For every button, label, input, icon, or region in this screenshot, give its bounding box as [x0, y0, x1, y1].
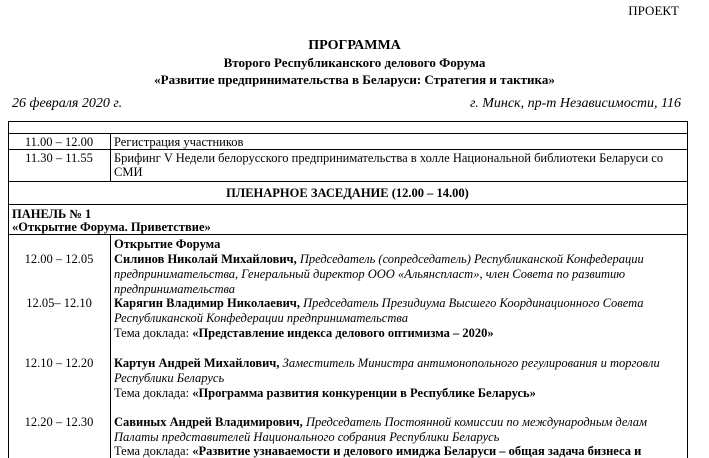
speaker-entry — [114, 252, 644, 266]
panel-subtitle: «Открытие Форума. Приветствие» — [12, 220, 211, 234]
program-title: ПРОГРАММА — [308, 38, 401, 53]
speaker-name: Картун Андрей Михайлович, — [114, 356, 280, 370]
schedule-time: 11.30 – 11.55 — [25, 151, 93, 165]
program-table — [8, 121, 687, 458]
speaker-entry — [114, 356, 660, 370]
table-rule — [8, 204, 687, 205]
topic-title: «Развитие узнаваемости и делового имиджа Беларуси – общая задача бизнеса и — [192, 444, 642, 458]
plenary-heading: ПЛЕНАРНОЕ ЗАСЕДАНИЕ (12.00 – 14.00) — [226, 186, 469, 200]
topic-label: Тема доклада: — [114, 326, 190, 340]
speaker-role: Председатель Постоянной комиссии по международным делам — [305, 415, 647, 429]
schedule-item: СМИ — [114, 165, 143, 179]
forum-theme: «Развитие предпринимательства в Беларуси: Стратегия и тактика» — [154, 72, 555, 87]
table-rule — [8, 121, 687, 122]
topic-title: «Представление индекса делового оптимизма – 2020» — [192, 326, 494, 340]
speaker-entry — [114, 296, 644, 310]
speaker-name: Савиных Андрей Владимирович, — [114, 415, 303, 429]
speaker-role: Республики Беларусь — [114, 371, 225, 385]
speaker-role: предпринимательства, Генеральный директор ООО «Альянспласт», член Совета по развитию — [114, 267, 626, 281]
topic-label: Тема доклада: — [114, 444, 190, 458]
forum-subtitle: Второго Республиканского делового Форума — [223, 55, 486, 70]
topic-label: Тема доклада: — [114, 386, 190, 400]
speaker-time: 12.10 – 12.20 — [24, 356, 94, 370]
speaker-role: Республиканской Конфедерации предпринимательства — [114, 311, 408, 325]
speaker-entry — [114, 415, 647, 429]
table-column-divider — [110, 133, 111, 181]
speaker-role: предпринимательства — [114, 282, 236, 296]
event-date: 26 февраля 2020 г. — [12, 96, 123, 111]
schedule-item: Регистрация участников — [114, 135, 244, 149]
speaker-topic — [114, 386, 536, 400]
speaker-topic — [114, 444, 641, 458]
schedule-time: 11.00 – 12.00 — [24, 135, 94, 149]
event-location: г. Минск, пр-т Независимости, 116 — [469, 96, 681, 111]
speaker-time: 12.00 – 12.05 — [24, 252, 94, 266]
table-rule — [8, 181, 687, 182]
draft-stamp: ПРОЕКТ — [628, 3, 679, 18]
table-border-right — [687, 121, 688, 458]
speaker-name: Силинов Николай Михайлович, — [114, 252, 297, 266]
panel-name: ПАНЕЛЬ № 1 — [12, 207, 92, 221]
schedule-item: Брифинг V Недели белорусского предпринимательства в холле Национальной библиотеки Беларуси со — [114, 151, 664, 165]
speaker-topic — [114, 326, 494, 340]
speaker-role: Заместитель Министра антимонопольного регулирования и торговли — [282, 356, 660, 370]
speaker-role: Председатель (сопредседатель) Республиканской Конфедерации — [299, 252, 644, 266]
speaker-time: 12.05– 12.10 — [26, 296, 92, 310]
opening-label: Открытие Форума — [114, 237, 221, 251]
table-border-left — [8, 121, 9, 458]
speaker-time: 12.20 – 12.30 — [24, 415, 94, 429]
speaker-role: Председатель Президиума Высшего Координационного Совета — [303, 296, 644, 310]
topic-title: «Программа развития конкуренции в Республике Беларусь» — [192, 386, 536, 400]
speaker-role: Палаты представителей Национального собрания Республики Беларусь — [114, 430, 500, 444]
table-column-divider — [110, 234, 111, 458]
speaker-name: Карягин Владимир Николаевич, — [114, 296, 300, 310]
